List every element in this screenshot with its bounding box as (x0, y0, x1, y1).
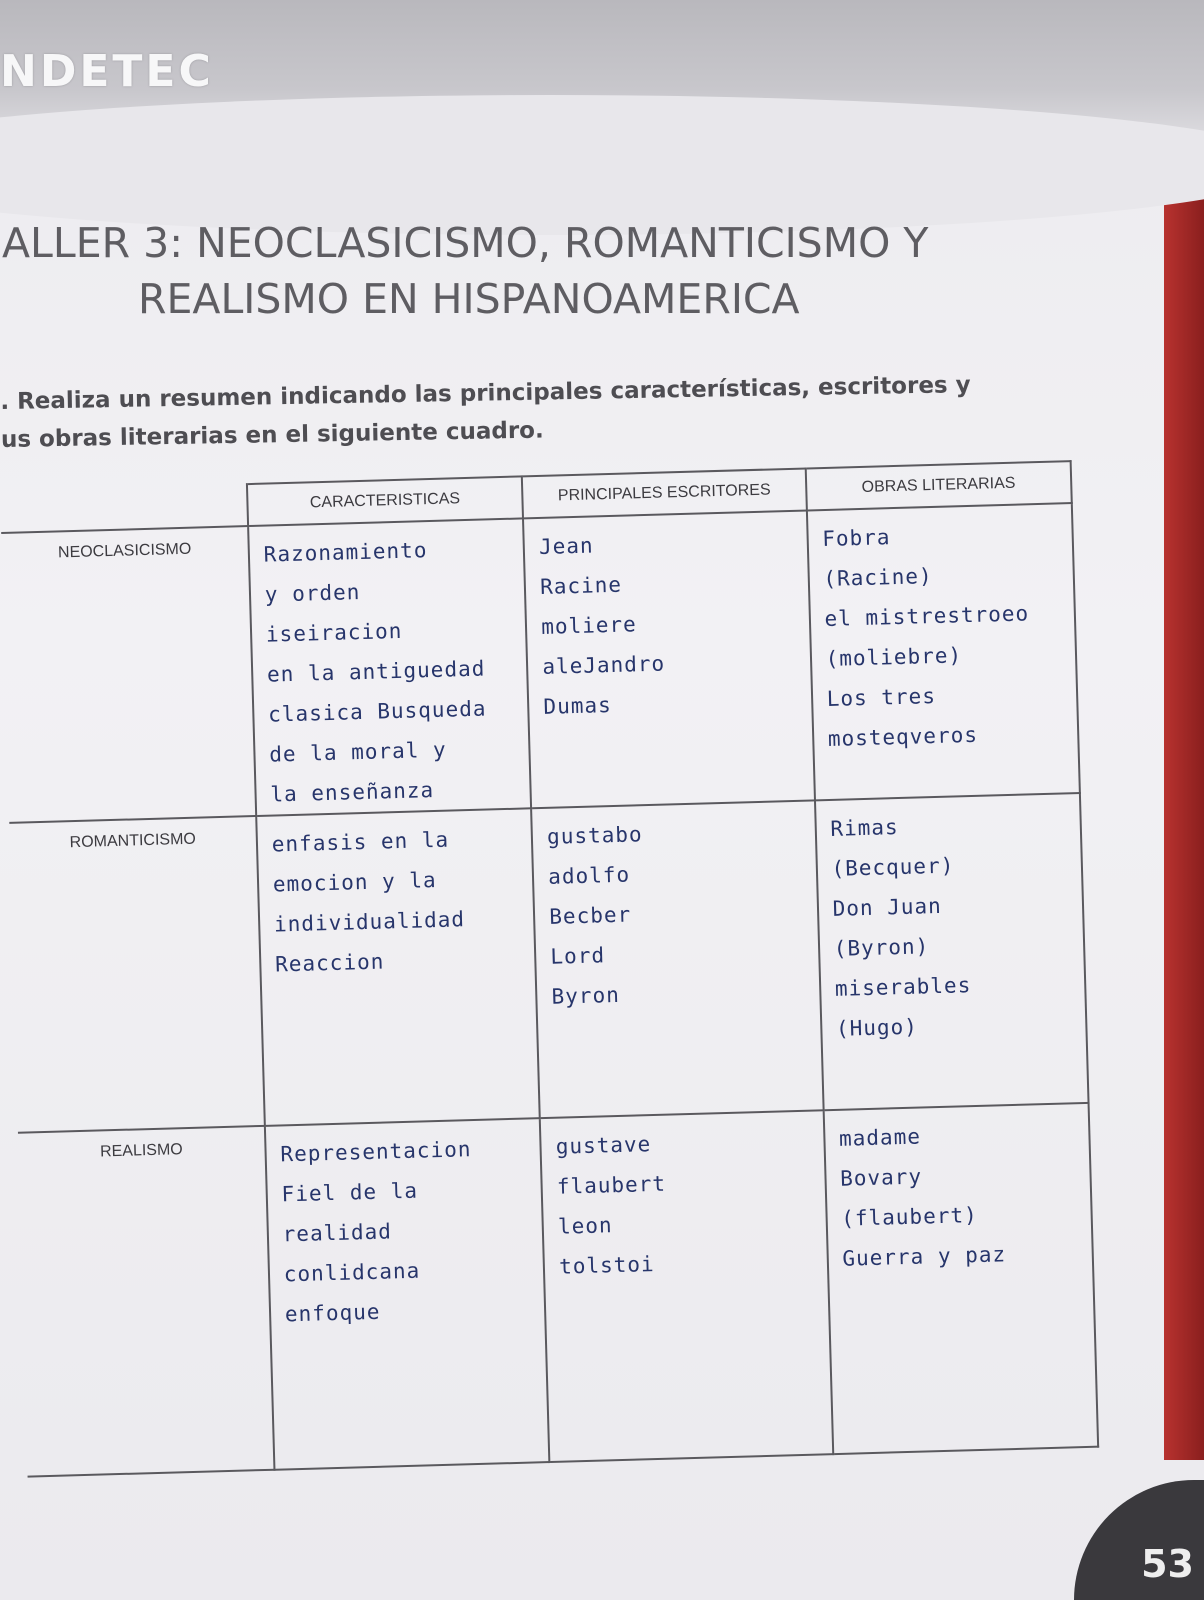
instructions-line-2: us obras literarias en el siguiente cuadro. (0, 417, 544, 453)
handwritten-text: leon (557, 1213, 613, 1239)
handwritten-text: Don Juan (832, 893, 943, 921)
cell-escritores (523, 510, 814, 808)
cell-caracteristicas (248, 518, 531, 816)
handwritten-text: el mistrestroeo (824, 601, 1030, 632)
table-row-realismo (18, 1103, 1098, 1477)
header-blank-cell (0, 484, 248, 533)
handwritten-text: madame (838, 1124, 922, 1151)
handwritten-text: (Hugo) (835, 1014, 919, 1041)
handwritten-text: Byron (551, 982, 621, 1009)
cell-escritores (540, 1110, 833, 1462)
row-label: NEOCLASICISMO (1, 526, 256, 823)
handwritten-text: (Racine) (823, 564, 933, 592)
cell-obras (815, 793, 1089, 1110)
handwritten-text: clasica Busqueda (267, 696, 487, 727)
brand-logo: NDETEC (0, 46, 214, 97)
cell-escritores (531, 800, 823, 1118)
handwritten-text: la enseñanza (270, 778, 435, 807)
handwritten-text: de la moral y (268, 737, 447, 767)
handwritten-text: Bovary (839, 1164, 923, 1191)
handwritten-text: Becber (549, 902, 632, 929)
header-curve (0, 95, 1204, 235)
handwritten-text: enfasis en la (271, 827, 450, 857)
summary-table-wrapper (0, 460, 1099, 1478)
handwritten-text: (Byron) (833, 934, 930, 961)
handwritten-text: miserables (834, 973, 972, 1001)
handwritten-text: gustave (555, 1132, 652, 1159)
summary-table (0, 460, 1099, 1478)
handwritten-text: iseiracion (265, 618, 403, 647)
handwritten-text: adolfo (547, 862, 631, 889)
handwritten-text: (moliebre) (825, 643, 963, 672)
row-label: REALISMO (18, 1126, 274, 1477)
handwritten-text: flaubert (556, 1171, 667, 1199)
handwritten-text: Los tres (826, 683, 937, 711)
handwritten-text: (Becquer) (831, 853, 955, 881)
cell-caracteristicas (265, 1118, 550, 1470)
instructions (0, 364, 1071, 459)
table-row-romanticismo (9, 793, 1088, 1133)
handwritten-text: tolstoi (558, 1252, 655, 1279)
handwritten-text: individualidad (273, 907, 466, 937)
header-obras: OBRAS LITERARIAS (805, 461, 1071, 510)
title-line-1: ALLER 3: NEOCLASICISMO, ROMANTICISMO Y (2, 219, 929, 267)
handwritten-text: conlidcana (283, 1258, 421, 1287)
cell-obras (807, 503, 1080, 800)
binder-edge (1164, 0, 1204, 1460)
handwritten-text: Fobra (821, 525, 891, 552)
handwritten-text: realidad (282, 1219, 393, 1247)
handwritten-text: Rimas (830, 815, 899, 841)
handwritten-text: Razonamiento (263, 538, 428, 567)
handwritten-text: gustabo (546, 822, 643, 849)
handwritten-text: moliere (540, 612, 638, 639)
table-row-neoclasicismo (1, 503, 1080, 823)
page-title (0, 215, 1060, 327)
handwritten-text: y orden (264, 579, 361, 607)
cell-obras (823, 1103, 1098, 1454)
cell-caracteristicas (256, 808, 540, 1126)
instructions-line-1: . Realiza un resumen indicando las principales características, escritores y (0, 372, 971, 415)
handwritten-text: Fiel de la (281, 1178, 419, 1207)
header-escritores: PRINCIPALES ESCRITORES (522, 469, 806, 519)
handwritten-text: (flaubert) (840, 1202, 979, 1231)
handwritten-text: Representacion (280, 1137, 472, 1167)
handwritten-text: Reaccion (274, 949, 385, 977)
page-number-tab (1074, 1480, 1204, 1600)
handwritten-text: aleJandro (542, 651, 666, 679)
handwritten-text: Jean (538, 533, 594, 559)
row-label: ROMANTICISMO (9, 816, 264, 1133)
handwritten-text: Racine (539, 572, 623, 599)
handwritten-text: Dumas (543, 693, 613, 719)
handwritten-text: Lord (550, 943, 606, 969)
handwritten-text: mosteqveros (827, 722, 979, 751)
handwritten-text: enfoque (284, 1299, 381, 1327)
handwritten-text: Guerra y paz (842, 1242, 1007, 1271)
title-line-2: REALISMO EN HISPANOAMERICA (138, 275, 800, 323)
handwritten-text: emocion y la (272, 867, 437, 897)
handwritten-text: en la antiguedad (266, 656, 486, 687)
header-caracteristicas: CARACTERISTICAS (247, 476, 523, 526)
page-number: 53 (1141, 1542, 1194, 1586)
